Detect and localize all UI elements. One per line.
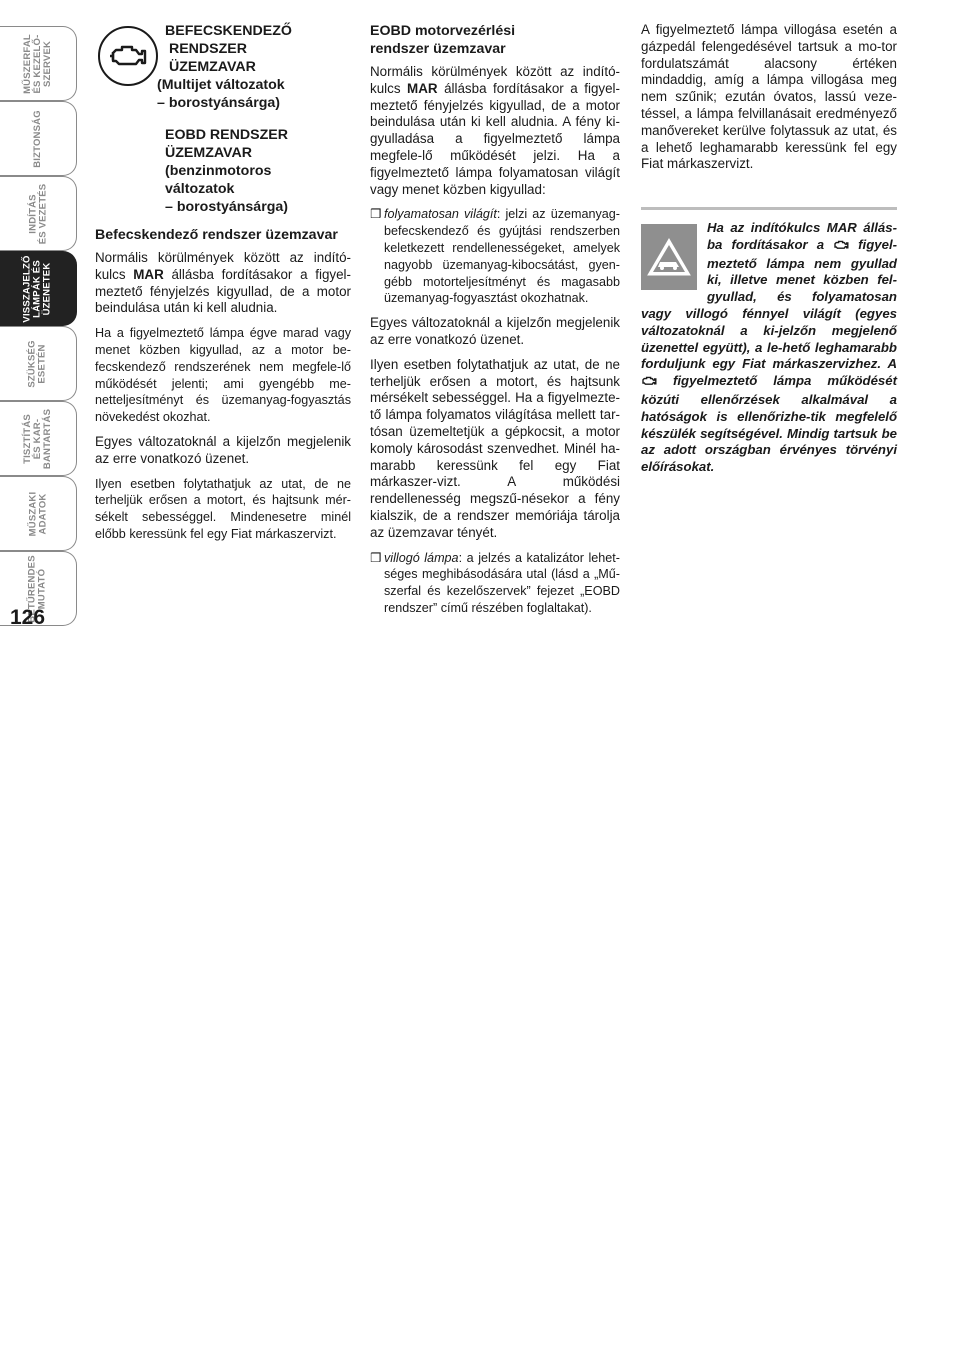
text-mar: MAR	[407, 80, 438, 96]
warning-car-icon	[641, 224, 697, 290]
heading-eobd-fault: EOBD RENDSZER ÜZEMZAVAR	[165, 127, 288, 161]
text: Normális körülmények között az indító-kulcs	[95, 250, 351, 282]
heading-injection-sub: (Multijet változatok – borostyánsárga)	[157, 77, 285, 111]
tab-label: INDÍTÁS ÉS VEZETÉS	[26, 183, 48, 244]
paragraph: Ha a figyelmeztető lámpa égve marad vagy menet közben kigyullad, az a motor be-fecskendező rendszerének nem megfele-lő működését jelenti; ami gyengébb me-netteljesítményt és üzemanyag-fogyasztás növekedést okozhat.	[95, 326, 351, 425]
text: figyel-meztető lámpa nem gyullad ki, illetve menet közben fel-gyullad, és folyamatosan vagy villogó fénnyel világít (egyes változatoknál a ki-jelzőn megjelenő üzenettel együtt), a le-hető leghamarabb forduljunk egy Fiat márkaszervizhez. A	[641, 236, 897, 372]
tab-inditas[interactable]	[0, 176, 77, 251]
paragraph: Ilyen esetben folytathatjuk az utat, de ne terheljük erősen a motort, és hajtsunk mér-sékelt sebességgel. Mindenesetre minél előbb keressünk fel egy Fiat márkaszervizt.	[95, 476, 351, 541]
column-2	[370, 22, 620, 625]
paragraph: Egyes változatoknál a kijelzőn megjelenik az erre vonatkozó üzenet.	[95, 433, 351, 466]
bullet-item	[370, 206, 620, 307]
page-number: 126	[10, 606, 46, 629]
paragraph: A figyelmeztető lámpa villogása esetén a gázpedál felengedésével tartsuk a mo-tor fordulatszámát alacsony értéken mindaddig, amíg a lámpa villogása meg nem szűnik; ezután óvatos, lassú veze-téssel, a lámpa felvillanásait eredményező manővereket kerülve folytassuk az utat, és a lehető leghamarabb keressünk fel egy Fiat márkaszervizt.	[641, 22, 897, 172]
text: EOBD	[370, 23, 411, 39]
engine-check-icon	[641, 375, 657, 392]
text: Ha az indítókulcs MAR állás-ba fordításakor a	[707, 220, 897, 252]
column-3	[641, 22, 897, 181]
text: állásba fordításakor a figyel-meztető fényjelzés kigyullad, de a motor beindulása után ki kell aludnia.	[95, 266, 351, 316]
text-mar: MAR	[133, 266, 164, 282]
text: rendszer üzemzavar	[370, 41, 506, 57]
tab-label: BETŰRENDES MUTATÓ	[26, 554, 48, 623]
bullet-item	[370, 550, 620, 617]
tab-label: MŰSZAKI ADATOK	[27, 491, 48, 536]
warning-box	[641, 207, 897, 476]
term: folyamatosan világít	[384, 207, 497, 222]
bullet-icon: ❒	[370, 207, 382, 222]
heading-injection-fault: BEFECSKENDEZŐ RENDSZER ÜZEMZAVAR	[165, 23, 292, 75]
engine-check-icon	[98, 26, 158, 86]
heading-block	[95, 22, 351, 216]
tab-visszajelzo-active[interactable]	[0, 251, 77, 326]
paragraph: Egyes változatoknál a kijelzőn megjelenik az erre vonatkozó üzenet.	[370, 315, 620, 347]
text: figyelmeztető lámpa működését közúti ellenőrzések alkalmával a hatóságok is ellenőrizhe-tik megfelelő készülék segítségével. Mindig tartsuk be az adott országban érvényes törvényi előírásokat.	[641, 373, 897, 475]
tab-label: TISZTÍTÁS ÉS KAR- BANTARTÁS	[21, 408, 53, 469]
tab-label: SZÜKSÉG ESETÉN	[26, 339, 48, 388]
bullet-icon: ❒	[370, 550, 382, 565]
tab-label: BIZTONSÁG	[31, 109, 43, 168]
engine-check-icon	[833, 239, 849, 256]
tab-szukseg[interactable]	[0, 326, 77, 401]
paragraph: Ilyen esetben folytathatjuk az utat, de ne terheljük erősen a motort, és hajtsunk mérsékelt sebességgel. Ha a figyelmezte-tő lámpa folyamatos világítása mellett tar-tósan üzemeltetjük a gépkocsit, a motor komoly károsodást szenvedhet. Minél ha-marabb keressünk fel egy Fiat márkaszer-vizt. A működési rendellenesség megszű-nésekor a fény kialszik, de a rendszer memóriája tárolja az üzemzavar tényét.	[370, 356, 620, 540]
text: Normális körülmények között az indító-kulcs	[370, 64, 620, 96]
tab-label: MŰSZERFAL ÉS KEZELŐ- SZERVEK	[21, 33, 53, 94]
tab-biztonsag[interactable]	[0, 101, 77, 176]
paragraph	[95, 250, 351, 317]
heading-eobd-sub: (benzinmotoros változatok – borostyánsárga)	[165, 163, 288, 215]
text: állásba fordításakor a figyel-meztető fényjelzés kigyullad, de a motor beindulása után ki kell aludnia. A fény ki-gyulladása a figyelmeztető lámpa megfele-lő működését jelzi. Ha a figyelmeztető lámpa folyamatosan világít vagy menet közben kigyullad:	[370, 80, 620, 197]
text: : jelzi az üzemanyag-befecskendező és gyújtási rendszerben keletkezett rendellenességeket, amelyek nagyobb üzemanyag-kibocsátást, gyen-gébb motorteljesítményt és magasabb üzemanyag-fogyasztást okozhatnak.	[384, 207, 620, 306]
column-1	[95, 22, 351, 551]
tab-tisztitas[interactable]	[0, 401, 77, 476]
text: : a jelzés a katalizátor lehet-séges meghibásodására utal (lásd a „Mű-szerfal és kezelőszervek” fejezet „EOBD rendszer” című részében foglaltakat).	[384, 550, 620, 615]
subheading-eobd	[370, 22, 620, 58]
subheading: Befecskendező rendszer üzemzavar	[95, 227, 338, 243]
paragraph	[370, 64, 620, 198]
tab-muszaki[interactable]	[0, 476, 77, 551]
tab-label: VISSZAJELZŐ LÁMPÁK ÉS ÜZENETEK	[21, 254, 53, 323]
text: motorvezérlési	[411, 23, 516, 39]
tab-muszerfal[interactable]	[0, 26, 77, 101]
term: villogó lámpa	[384, 550, 459, 565]
